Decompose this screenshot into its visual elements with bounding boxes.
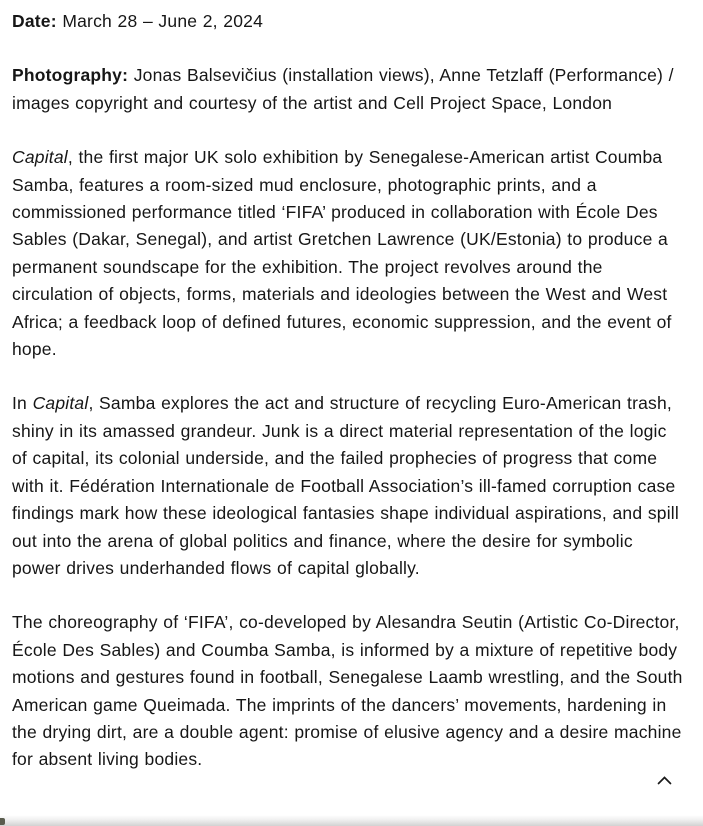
exhibition-intro: [12, 144, 685, 363]
text-segment-regular: March 28 – June 2, 2024: [56, 11, 264, 31]
date-line: [12, 8, 685, 35]
photography-credit: [12, 62, 685, 117]
text-segment-regular: Jonas Balsevičius (installation views), Anne Tetzlaff (Performance) / images copyright and courtesy of the artist and Cell Project Space, London: [12, 65, 674, 113]
bottom-left-speck: [0, 818, 5, 825]
text-segment-italic: Capital: [32, 393, 89, 414]
text-segment-regular: , the first major UK solo exhibition by Senegalese-American artist Coumba Samba, features a room-sized mud enclosure, photographic prints, and a commissioned performance titled ‘FIFA’ produced in collaboration with École Des Sables (Dakar, Senegal), and artist Gretchen Lawrence (UK/Estonia) to produce a permanent soundscape for the exhibition. The project revolves around the circulation of objects, forms, materials and ideologies between the West and West Africa; a feedback loop of defined futures, economic suppression, and the event of hope.: [12, 147, 672, 360]
capital-analysis: [12, 390, 685, 582]
paragraph-list: [12, 8, 685, 774]
text-segment-bold: Photography:: [12, 65, 129, 86]
text-segment-regular: The choreography of ‘FIFA’, co-developed by Alesandra Seutin (Artistic Co-Director, École Des Sables) and Coumba Samba, is informed by a mixture of repetitive body motions and gestures found in football, Senegalese Laamb wrestling, and the South American game Queimada. The imprints of the dancers’ movements, hardening in the drying dirt, are a double agent: promise of elusive agency and a desire machine for absent living bodies.: [12, 612, 683, 770]
text-segment-regular: In: [12, 393, 33, 414]
chevron-up-icon: [656, 775, 673, 786]
text-segment-regular: , Samba explores the act and structure of recycling Euro-American trash, shiny in its amassed grandeur. Junk is a direct material representation of the logic of capital, its colonial underside, and the failed prophecies of progress that come with it. Fédération Internationale de Football Association’s ill-famed corruption case findings mark how these ideological fantasies shape individual aspirations, and spill out into the arena of global politics and finance, where the desire for symbolic power drives underhanded flows of capital globally.: [12, 393, 679, 578]
text-segment-bold: Date:: [12, 11, 57, 31]
scroll-to-top-button[interactable]: [650, 768, 678, 792]
choreography-description: [12, 609, 685, 773]
text-segment-italic: Capital: [12, 147, 68, 168]
page-bottom-fade: [0, 815, 703, 826]
